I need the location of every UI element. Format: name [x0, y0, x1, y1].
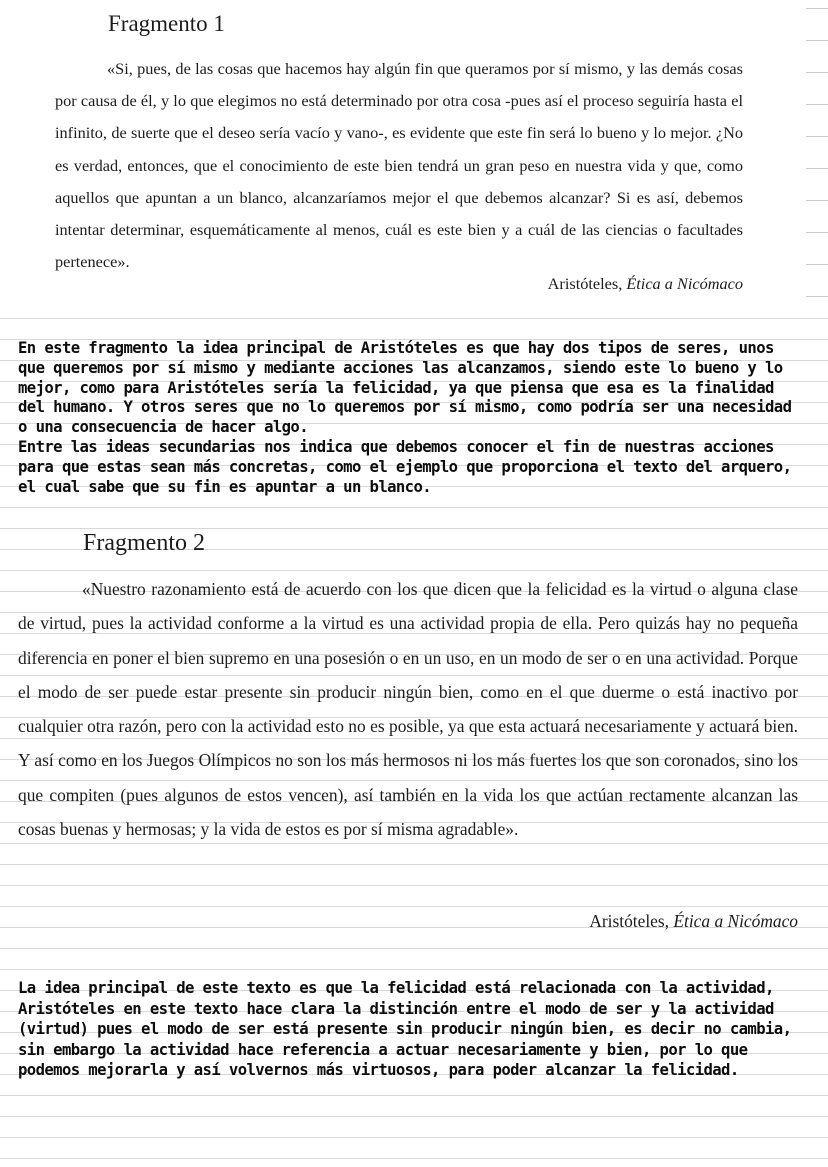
- fragment1-title: Fragmento 1: [108, 11, 225, 36]
- ruled-line: [0, 948, 828, 949]
- fragment1-attribution: [400, 274, 743, 294]
- fragment1-work: Ética a Nicómaco: [626, 274, 743, 293]
- ruled-line: [0, 1137, 828, 1138]
- margin-tick: [806, 136, 828, 137]
- ruled-line: [0, 1095, 828, 1096]
- ruled-line: [0, 864, 828, 865]
- margin-tick: [806, 72, 828, 73]
- margin-tick: [806, 40, 828, 41]
- answer2-paragraph1: La idea principal de este texto es que la felicidad está relacionada con la actividad, Aristóteles en este texto hace clara la distinción entre el modo de ser y la actividad (virtud) pues el modo de ser está presente sin producir ningún bien, es decir no cambia, sin embargo la actividad hace referencia a actuar necesariamente y bien, por lo que podemos mejorarla y así volvernos más virtuosos, para poder alcanzar la felicidad.: [18, 979, 792, 1079]
- fragment2-work: Ética a Nicómaco: [673, 911, 798, 931]
- margin-tick: [806, 296, 828, 297]
- ruled-line: [0, 885, 828, 886]
- ruled-line: [0, 507, 828, 508]
- ruled-line: [0, 1116, 828, 1117]
- fragment2-author: Aristóteles,: [589, 911, 670, 931]
- margin-tick: [806, 200, 828, 201]
- answer2: [18, 978, 798, 1081]
- margin-tick: [806, 264, 828, 265]
- answer1: [18, 339, 793, 497]
- ruled-line: [0, 1158, 828, 1159]
- fragment2-attribution: [430, 911, 798, 932]
- ruled-line: [0, 318, 828, 319]
- fragment1-quote: [55, 53, 743, 278]
- fragment2-text: «Nuestro razonamiento está de acuerdo con los que dicen que la felicidad es la virtud o alguna clase de virtud, pues la actividad conforme a la virtud es una actividad propia de ella. Pero quizás hay no pequeña diferencia en poner el bien supremo en una posesión o en un uso, en un modo de ser o en una actividad. Porque el modo de ser puede estar presente sin producir ningún bien, como en el que duerme o está inactivo por cualquier otra razón, pero con la actividad esto no es posible, ya que esta actuará necesariamente y actuará bien. Y así como en los Juegos Olímpicos no son los más hermosos ni los más fuertes los que son coronados, sino los que compiten (pues algunos de estos vencen), así también en la vida los que actúan rectamente alcanzan las cosas buenas y hermosas; y la vida de estos es por sí misma agradable».: [18, 579, 798, 840]
- ruled-line: [0, 528, 828, 529]
- answer1-paragraph1: En este fragmento la idea principal de Aristóteles es que hay dos tipos de seres, unos que queremos por sí mismo y mediante acciones las alcanzamos, siendo este lo bueno y lo mejor, como para Aristóteles sería la felicidad, ya que piensa que esa es la finalidad del humano. Y otros seres que no lo queremos por sí mismo, como podría ser una necesidad o una consecuencia de hacer algo.: [18, 339, 792, 437]
- ruled-line: [0, 906, 828, 907]
- fragment2-title: Fragmento 2: [83, 530, 205, 556]
- margin-tick: [806, 104, 828, 105]
- fragment1-author: Aristóteles,: [547, 274, 623, 293]
- fragment1-text: «Si, pues, de las cosas que hacemos hay algún fin que queramos por sí mismo, y las demás cosas por causa de él, y lo que elegimos no está determinado por otra cosa -pues así el proceso seguiría hasta el infinito, de suerte que el deseo sería vacío y vano-, es evidente que este fin será lo bueno y lo mejor. ¿No es verdad, entonces, que el conocimiento de este bien tendrá un gran peso en nuestra vida y que, como aquellos que apuntan a un blanco, alcanzaríamos mejor el que debemos alcanzar? Si es así, debemos intentar determinar, esquemáticamente al menos, cuál es este bien y a cuál de las ciencias o facultades pertenece».: [55, 59, 743, 272]
- margin-tick: [806, 168, 828, 169]
- ruled-line: [0, 969, 828, 970]
- answer1-paragraph2: Entre las ideas secundarias nos indica que debemos conocer el fin de nuestras acciones para que estas sean más concretas, como el ejemplo que proporciona el texto del arquero, el cual sabe que su fin es apuntar a un blanco.: [18, 437, 792, 496]
- ruled-line: [0, 570, 828, 571]
- margin-tick: [806, 232, 828, 233]
- fragment2-quote: [18, 572, 798, 846]
- margin-tick: [806, 8, 828, 9]
